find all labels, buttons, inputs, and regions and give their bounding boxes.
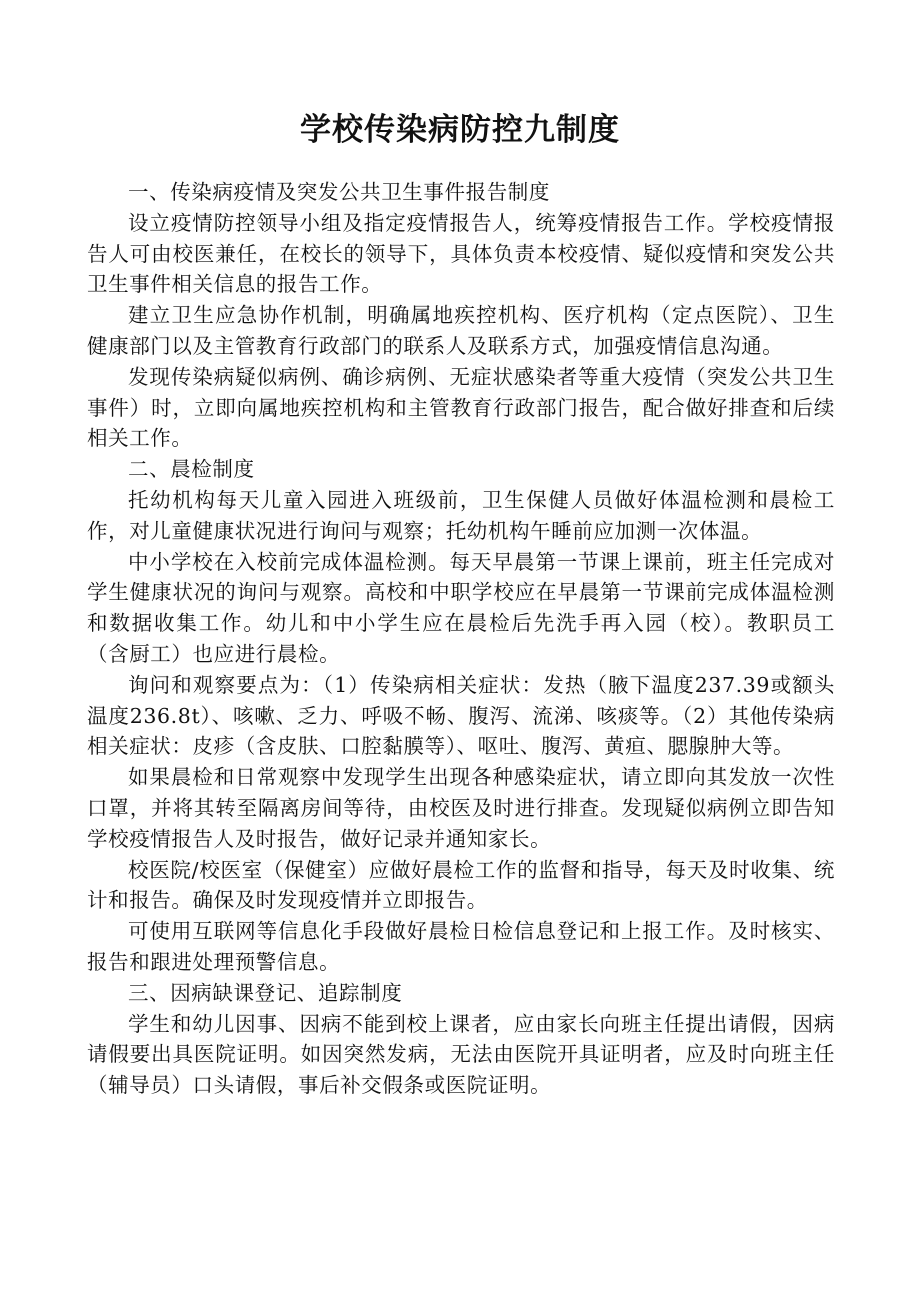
paragraph: 如果晨检和日常观察中发现学生出现各种感染症状，请立即向其发放一次性口罩，并将其转至隔离房间等待，由校医及时进行排查。发现疑似病例立即告知学校疫情报告人及时报告，做好记录并通知家长。: [87, 765, 835, 851]
paragraph: 可使用互联网等信息化手段做好晨检日检信息登记和上报工作。及时核实、报告和跟进处理预警信息。: [87, 919, 835, 974]
paragraph: 中小学校在入校前完成体温检测。每天早晨第一节课上课前，班主任完成对学生健康状况的询问与观察。高校和中职学校应在早晨第一节课前完成体温检测和数据收集工作。幼儿和中小学生应在晨检后先洗手再入园（校）。教职员工（含厨工）也应进行晨检。: [87, 549, 835, 666]
section-heading: 一、传染病疫情及突发公共卫生事件报告制度: [128, 180, 550, 204]
section-heading: 二、晨检制度: [128, 457, 255, 482]
paragraph: 发现传染病疑似病例、确诊病例、无症状感染者等重大疫情（突发公共卫生事件）时，立即向属地疾控机构和主管教育行政部门报告，配合做好排查和后续相关工作。: [87, 364, 835, 451]
section-morning-check: [87, 454, 835, 978]
paragraph: 设立疫情防控领导小组及指定疫情报告人，统筹疫情报告工作。学校疫情报告人可由校医兼任，在校长的领导下，具体负责本校疫情、疑似疫情和突发公共卫生事件相关信息的报告工作。: [87, 210, 835, 297]
paragraph: 托幼机构每天儿童入园进入班级前，卫生保健人员做好体温检测和晨检工作，对儿童健康状况进行询问与观察；托幼机构午睡前应加测一次体温。: [87, 487, 835, 543]
document-title: 学校传染病防控九制度: [300, 112, 620, 148]
paragraph: 学生和幼儿因事、因病不能到校上课者，应由家长向班主任提出请假，因病请假要出具医院证明。如因突然发病，无法由医院开具证明者，应及时向班主任（辅导员）口头请假，事后补交假条或医院证明。: [87, 1011, 835, 1098]
paragraph: 校医院/校医室（保健室）应做好晨检工作的监督和指导，每天及时收集、统计和报告。确保及时发现疫情并立即报告。: [87, 857, 835, 913]
paragraph: 询问和观察要点为：（1）传染病相关症状：发热（腋下温度237.39或额头温度236.8t）、咳嗽、乏力、呼吸不畅、腹泻、流涕、咳痰等。（2）其他传染病相关症状：皮疹（含皮肤、口腔黏膜等）、呕吐、腹泻、黄疸、腮腺肿大等。: [87, 672, 835, 759]
section-report-system: [87, 177, 835, 454]
paragraph: 建立卫生应急协作机制，明确属地疾控机构、医疗机构（定点医院）、卫生健康部门以及主管教育行政部门的联系人及联系方式，加强疫情信息沟通。: [87, 303, 835, 358]
document-body: [87, 177, 835, 1101]
section-heading: 三、因病缺课登记、追踪制度: [128, 980, 403, 1005]
section-absence-tracking: [87, 978, 835, 1101]
